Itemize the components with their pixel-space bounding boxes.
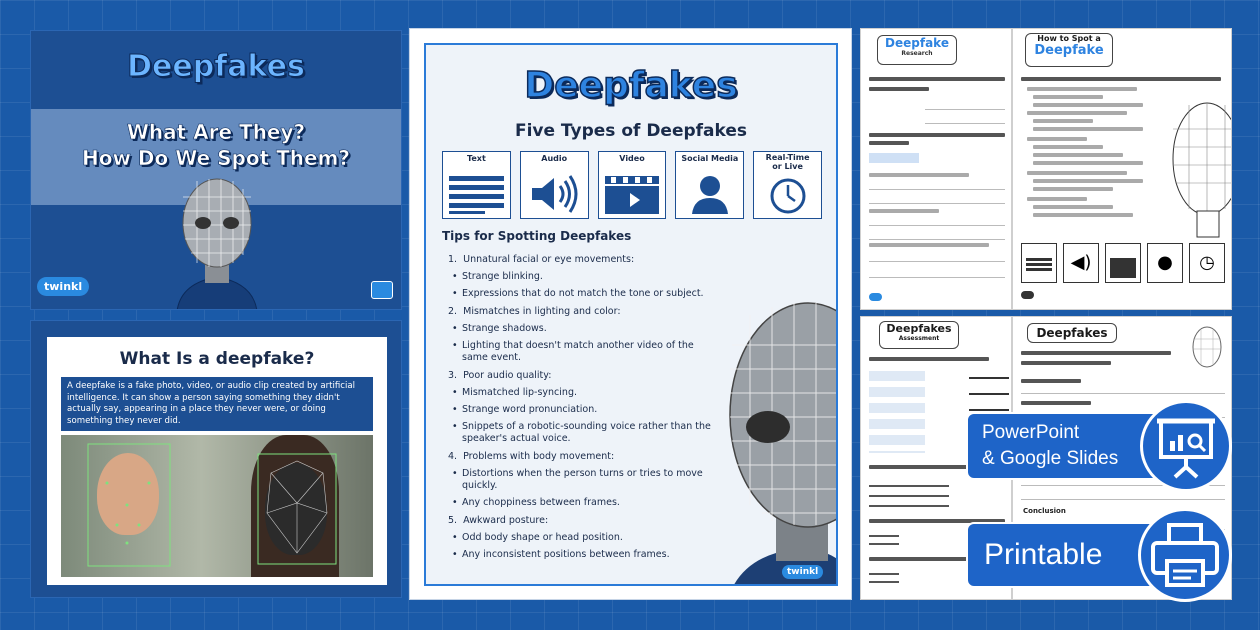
tip-item: • Odd body shape or head position. — [448, 532, 718, 544]
list-line — [1033, 187, 1113, 191]
tip-item: • Any inconsistent positions between frames. — [448, 549, 718, 561]
twinkl-logo-small — [869, 293, 882, 301]
presentation-icon — [1140, 400, 1232, 492]
sheet-subtitle: Assessment — [898, 335, 940, 342]
powerpoint-google-slides-badge — [966, 412, 1166, 480]
list-line — [1027, 111, 1127, 115]
sheet-title — [877, 35, 957, 65]
type-social-media — [675, 151, 744, 219]
clock-icon: ◷ — [1189, 243, 1225, 283]
badge-line-1: PowerPoint — [982, 422, 1080, 443]
matching-left-column — [869, 371, 925, 453]
text-line — [869, 77, 1005, 81]
list-line — [1027, 171, 1127, 175]
slide-content — [47, 337, 387, 585]
table-header — [869, 153, 919, 163]
tip-number: 2. — [448, 306, 458, 317]
speaker-icon: ◀︎) — [1063, 243, 1099, 283]
tip-number: 1. — [448, 254, 458, 265]
list-line — [1027, 137, 1087, 141]
text-line — [1021, 401, 1091, 405]
answer-line — [1021, 499, 1225, 500]
question-line — [869, 209, 939, 213]
type-label: Real-Time or Live — [765, 153, 810, 171]
type-real-time — [753, 151, 822, 219]
text-lines-icon — [1021, 243, 1057, 283]
text-line — [869, 87, 929, 91]
answer-line — [869, 189, 1005, 190]
list-line — [1027, 197, 1087, 201]
text-line — [869, 357, 989, 361]
answer-line — [869, 239, 1005, 240]
tip-item: • Any choppiness between frames. — [448, 497, 718, 509]
badge-label: Printable — [984, 538, 1103, 571]
answer-line — [1021, 393, 1225, 394]
slide-logo-badge — [371, 281, 393, 299]
text-line — [1021, 77, 1221, 81]
answer-line — [869, 203, 1005, 204]
checkbox-list — [869, 477, 949, 511]
tip-title: Poor audio quality: — [463, 370, 552, 381]
printer-icon — [1138, 508, 1232, 602]
tip-item: • Lighting that doesn't match another video of the same event. — [448, 340, 718, 364]
poster-frame — [424, 43, 838, 586]
answer-line — [925, 123, 1005, 124]
tip-item: • Mismatched lip-syncing. — [448, 387, 718, 399]
text-line — [1021, 361, 1111, 365]
tip-title: Awkward posture: — [463, 515, 549, 526]
text-line — [869, 133, 1005, 137]
answer-line — [869, 261, 1005, 262]
question-line — [869, 173, 969, 177]
person-icon: ● — [1147, 243, 1183, 283]
tip-item: • Strange word pronunciation. — [448, 404, 718, 416]
true-false-options — [869, 529, 899, 549]
poster-title: Deepfakes — [524, 65, 738, 106]
wireframe-head-sketch — [1185, 323, 1225, 373]
tip-item: • Expressions that do not match the tone or subject. — [448, 288, 718, 300]
sheet-title-line-2: Deepfake — [1034, 43, 1104, 58]
tips-heading: Tips for Spotting Deepfakes — [442, 229, 632, 243]
tip-number: 4. — [448, 451, 458, 462]
definition-slide — [30, 320, 402, 598]
type-video — [598, 151, 667, 219]
tip-5 — [448, 515, 718, 527]
poster-subtitle: Five Types of Deepfakes — [514, 121, 748, 141]
list-line — [1033, 103, 1143, 107]
subtitle-line-1: What Are They? — [126, 120, 306, 144]
tips-list — [448, 248, 718, 561]
list-line — [1033, 127, 1143, 131]
list-line — [1027, 87, 1137, 91]
tip-title: Problems with body movement: — [463, 451, 615, 462]
speaker-icon — [527, 174, 582, 213]
twinkl-logo: twinkl — [782, 565, 823, 579]
answer-line — [869, 277, 1005, 278]
tip-number: 5. — [448, 515, 458, 526]
sheet-title-line-1: How to Spot a — [1037, 34, 1101, 43]
sheet-title-text: Deepfake — [885, 36, 949, 50]
type-label: Audio — [541, 154, 568, 163]
tip-number: 3. — [448, 370, 458, 381]
wireframe-head-sketch — [1163, 89, 1232, 239]
printable-badge — [966, 522, 1166, 588]
text-lines-icon — [449, 174, 504, 213]
list-line — [1033, 205, 1113, 209]
type-audio — [520, 151, 589, 219]
worksheet-how-to-spot — [1012, 28, 1232, 310]
sheet-title — [1025, 33, 1113, 67]
list-line — [1033, 145, 1103, 149]
twinkl-logo-small — [1021, 291, 1034, 299]
text-line — [869, 141, 909, 145]
list-line — [1033, 119, 1093, 123]
tip-item: • Snippets of a robotic-sounding voice rather than the speaker's actual voice. — [448, 421, 718, 445]
video-clapper-icon — [605, 174, 660, 213]
sheet-title — [879, 321, 959, 349]
poster — [409, 28, 852, 600]
tip-title: Mismatches in lighting and color: — [463, 306, 621, 317]
video-clapper-icon — [1105, 243, 1141, 283]
subtitle-line-2: How Do We Spot Them? — [82, 146, 350, 170]
face-mapping-photo — [61, 435, 373, 577]
person-icon — [682, 174, 737, 213]
sheet-title-text: Deepfakes — [886, 322, 952, 335]
answer-line — [925, 109, 1005, 110]
conclusion-label: Conclusion — [1023, 507, 1066, 515]
tip-3 — [448, 370, 718, 382]
type-label: Text — [466, 154, 486, 163]
twinkl-logo: twinkl — [37, 277, 89, 296]
tip-item: • Distortions when the person turns or tries to move quickly. — [448, 468, 718, 492]
list-line — [1033, 161, 1143, 165]
answer-line — [869, 225, 1005, 226]
text-line — [1021, 379, 1081, 383]
question-line — [869, 243, 989, 247]
deepfake-types-row — [442, 151, 822, 219]
type-label: Video — [619, 154, 645, 163]
clock-icon — [760, 178, 815, 213]
text-line — [1021, 351, 1171, 355]
wireframe-head-illustration — [706, 285, 838, 586]
sheet-title: Deepfakes — [1027, 323, 1117, 343]
title-slide — [30, 30, 402, 310]
tip-item: • Strange blinking. — [448, 271, 718, 283]
list-line — [1033, 179, 1143, 183]
list-line — [1033, 153, 1123, 157]
tip-item: • Strange shadows. — [448, 323, 718, 335]
tip-4 — [448, 451, 718, 463]
type-icons-row — [1021, 243, 1225, 283]
face-mesh-overlay — [257, 453, 337, 565]
tip-title: Unnatural facial or eye movements: — [463, 254, 635, 265]
tip-1 — [448, 254, 718, 266]
type-label: Social Media — [681, 154, 739, 163]
type-text — [442, 151, 511, 219]
list-line — [1033, 213, 1133, 217]
worksheet-research — [860, 28, 1012, 310]
wireframe-head-illustration — [157, 167, 277, 310]
tip-2 — [448, 306, 718, 318]
true-false-options — [869, 567, 899, 585]
slide-subtitle — [31, 119, 401, 171]
facial-landmarks-overlay — [87, 443, 171, 567]
slide-title: Deepfakes — [127, 49, 305, 84]
list-line — [1033, 95, 1103, 99]
slide-heading: What Is a deepfake? — [119, 349, 315, 369]
sheet-subtitle: Research — [901, 50, 933, 57]
definition-text: A deepfake is a fake photo, video, or audio clip created by artificial intelligence. It can show a person saying something they didn't actually say, appearing in a place they never were, or doing something they never did. — [61, 377, 373, 431]
badge-line-2: & Google Slides — [982, 448, 1119, 469]
